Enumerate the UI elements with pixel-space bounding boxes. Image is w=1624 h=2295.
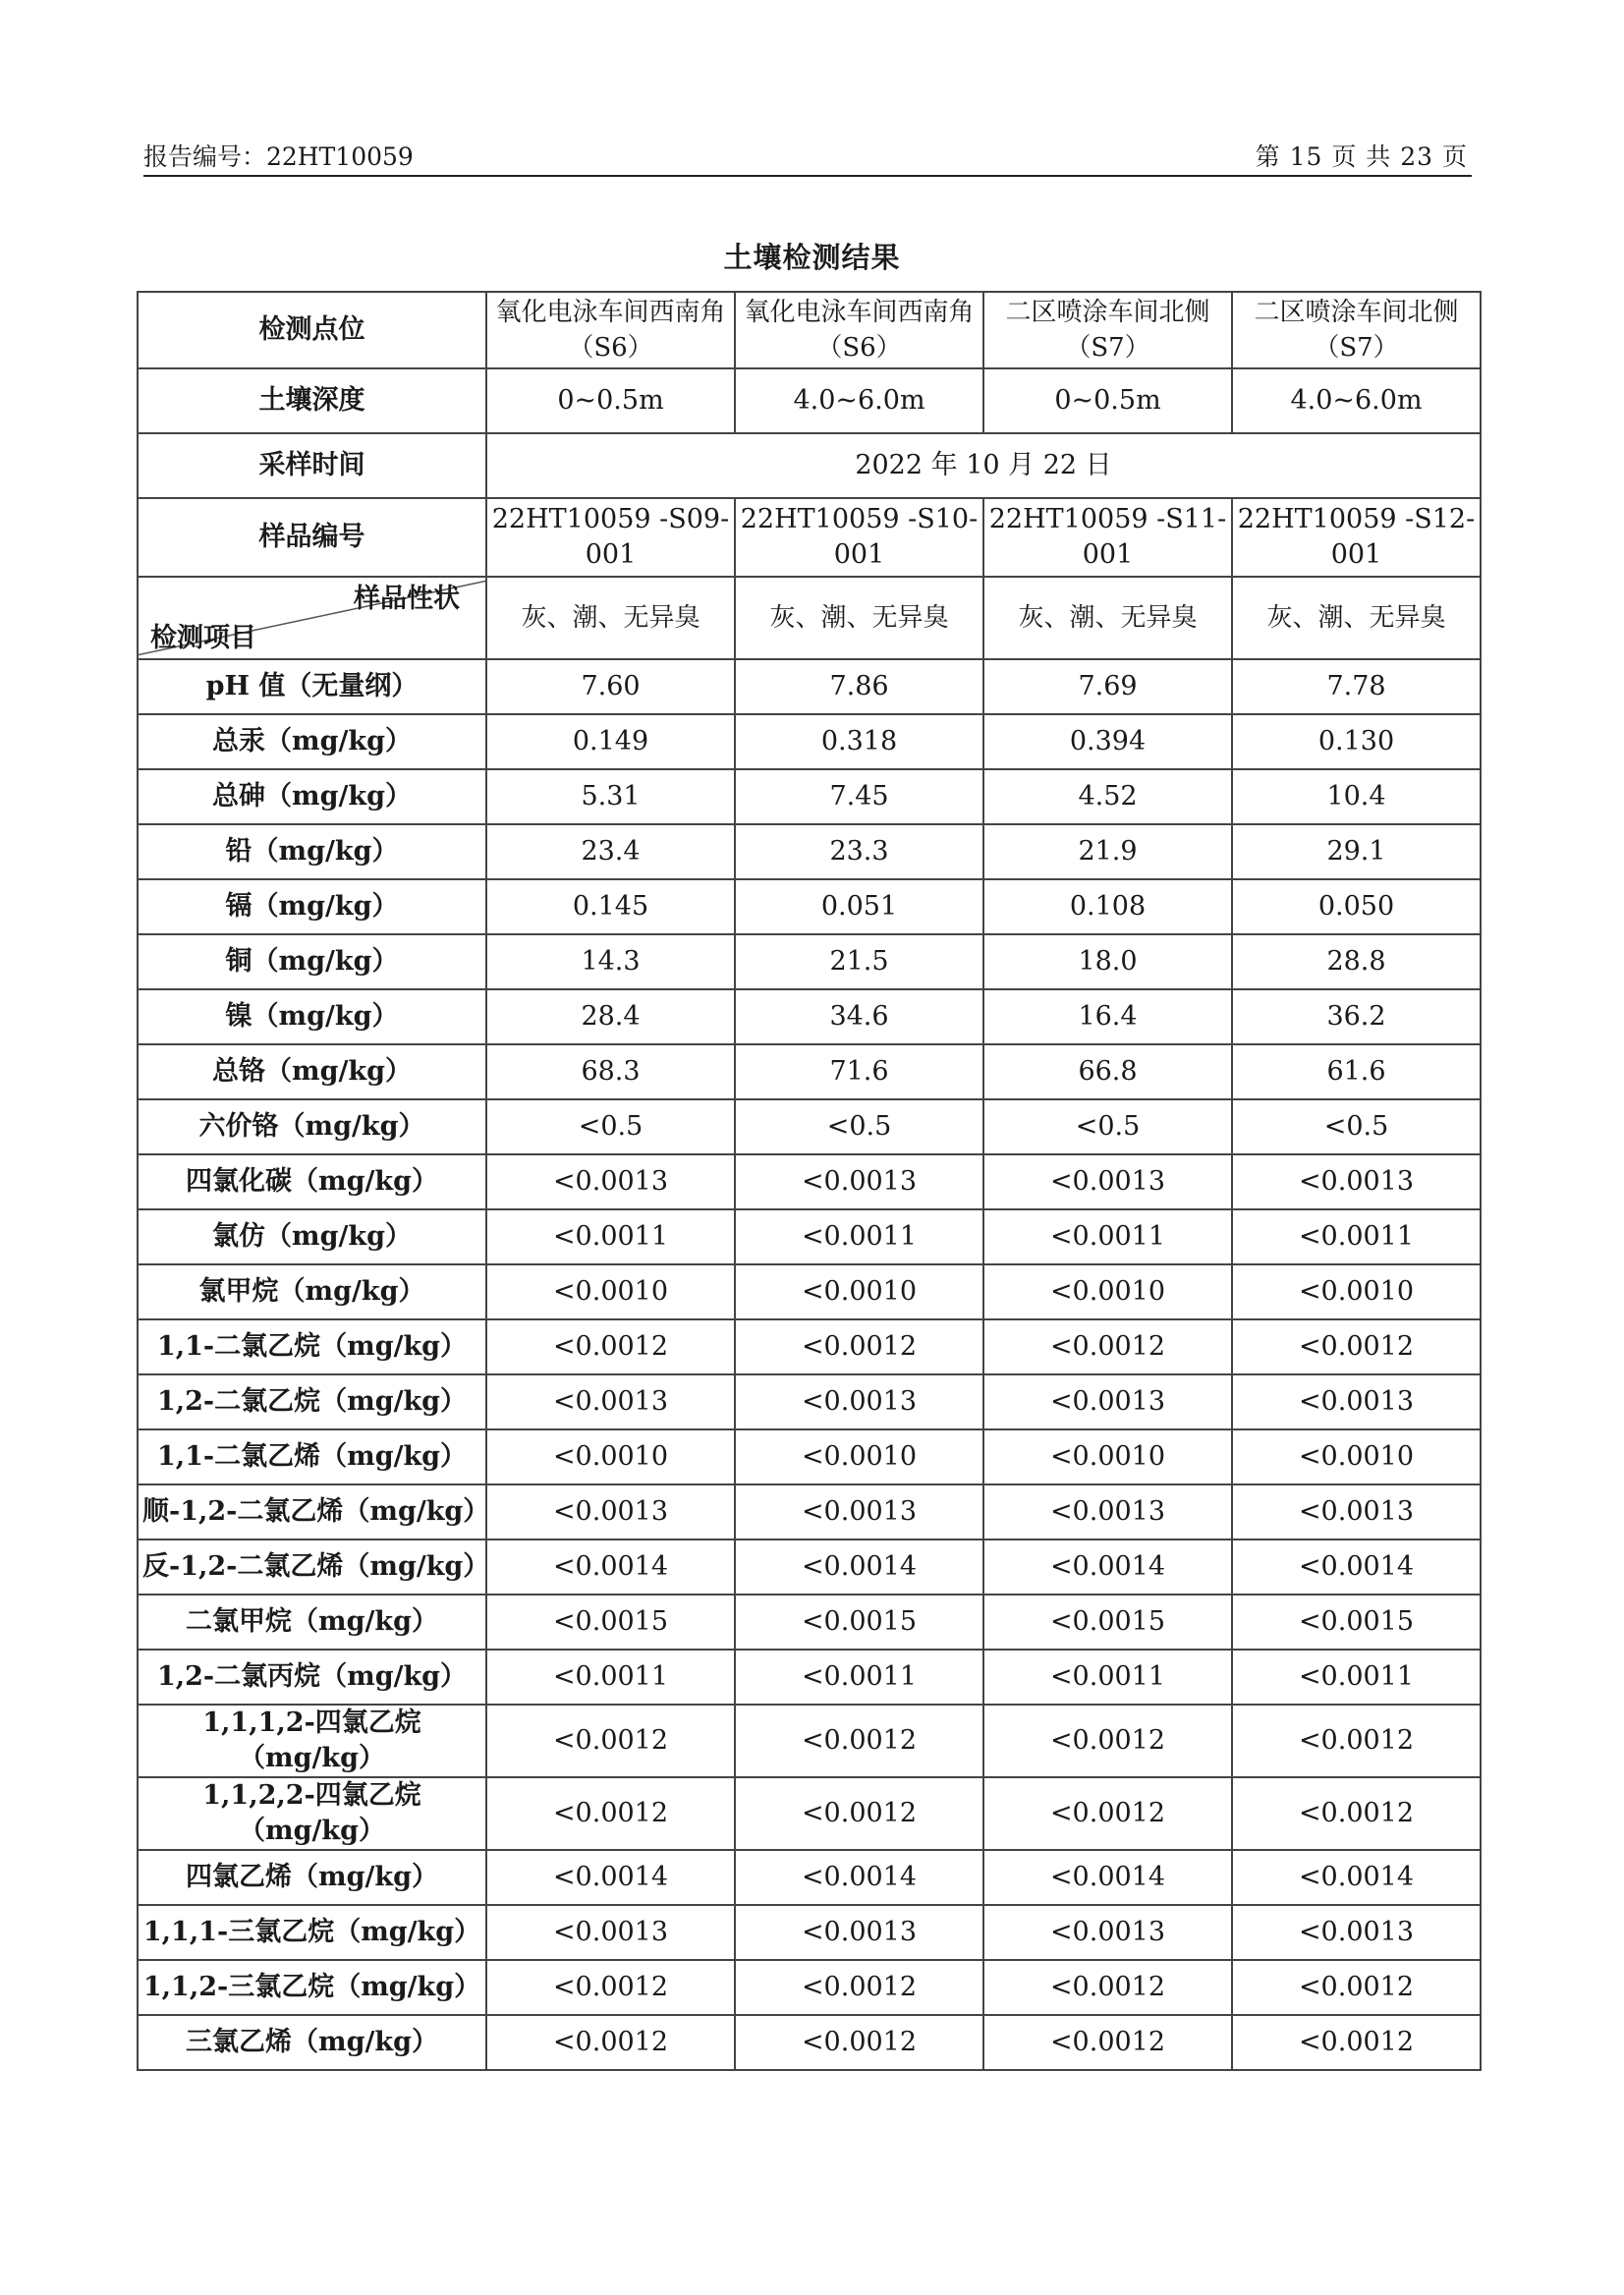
test-item: 1,2-二氯乙烷（mg/kg） (138, 1374, 486, 1429)
result-value: <0.0010 (983, 1264, 1232, 1319)
result-value: <0.0013 (983, 1905, 1232, 1960)
sampling-time-label: 采样时间 (138, 433, 486, 498)
result-row (138, 714, 1481, 769)
depth-label: 土壤深度 (138, 368, 486, 433)
sample-number-cell: 22HT10059 -S11-001 (983, 498, 1232, 577)
result-value: <0.5 (1232, 1099, 1481, 1154)
result-value: <0.0012 (1232, 2015, 1481, 2070)
result-value: <0.0015 (486, 1595, 735, 1650)
result-value: <0.0010 (486, 1264, 735, 1319)
result-value: <0.0012 (735, 2015, 983, 2070)
sample-number-label: 样品编号 (138, 498, 486, 577)
result-value: <0.0012 (486, 1319, 735, 1374)
result-row (138, 1044, 1481, 1099)
result-value: <0.5 (486, 1099, 735, 1154)
result-row (138, 934, 1481, 989)
location-cell: 氧化电泳车间西南角（S6） (735, 292, 983, 368)
test-item: 二氯甲烷（mg/kg） (138, 1595, 486, 1650)
depth-cell: 4.0~6.0m (1232, 368, 1481, 433)
result-value: <0.0013 (1232, 1154, 1481, 1209)
result-value: 29.1 (1232, 824, 1481, 879)
result-value: <0.0010 (735, 1264, 983, 1319)
result-value: <0.0011 (983, 1650, 1232, 1705)
result-value: 68.3 (486, 1044, 735, 1099)
test-item: 总汞（mg/kg） (138, 714, 486, 769)
depth-row (138, 368, 1481, 433)
result-value: 21.9 (983, 824, 1232, 879)
result-row (138, 1595, 1481, 1650)
result-row (138, 989, 1481, 1044)
result-value: <0.0010 (735, 1429, 983, 1484)
result-row (138, 1319, 1481, 1374)
result-row (138, 1154, 1481, 1209)
result-value: <0.0013 (735, 1484, 983, 1539)
result-value: <0.0012 (735, 1319, 983, 1374)
result-value: 0.130 (1232, 714, 1481, 769)
test-item: 顺-1,2-二氯乙烯（mg/kg） (138, 1484, 486, 1539)
diagonal-header-cell (138, 577, 486, 659)
result-value: 7.86 (735, 659, 983, 714)
depth-cell: 4.0~6.0m (735, 368, 983, 433)
item-label: 检测项目 (150, 623, 256, 653)
result-value: <0.0012 (983, 1960, 1232, 2015)
result-value: <0.0014 (983, 1539, 1232, 1595)
result-value: <0.0010 (1232, 1264, 1481, 1319)
result-value: <0.0013 (983, 1374, 1232, 1429)
result-value: <0.0012 (983, 2015, 1232, 2070)
result-value: <0.0011 (735, 1209, 983, 1264)
result-value: <0.0013 (735, 1905, 983, 1960)
result-value: <0.0014 (486, 1850, 735, 1905)
result-value: 7.69 (983, 659, 1232, 714)
test-item: 总砷（mg/kg） (138, 769, 486, 824)
result-value: 5.31 (486, 769, 735, 824)
test-item: 1,1,2-三氯乙烷（mg/kg） (138, 1960, 486, 2015)
property-cell: 灰、潮、无异臭 (486, 577, 735, 659)
document-title: 土壤检测结果 (723, 241, 901, 274)
test-item: 反-1,2-二氯乙烯（mg/kg） (138, 1539, 486, 1595)
result-value: 7.45 (735, 769, 983, 824)
result-value: <0.0013 (1232, 1905, 1481, 1960)
result-value: <0.0011 (1232, 1209, 1481, 1264)
result-value: <0.0015 (735, 1595, 983, 1650)
result-value: <0.0012 (1232, 1960, 1481, 2015)
result-value: <0.0012 (486, 2015, 735, 2070)
result-row (138, 1905, 1481, 1960)
property-row (138, 577, 1481, 659)
result-row (138, 1484, 1481, 1539)
result-value: 0.318 (735, 714, 983, 769)
soil-results-table (137, 291, 1482, 2071)
result-value: 7.78 (1232, 659, 1481, 714)
result-value: <0.0013 (1232, 1484, 1481, 1539)
result-value: 0.394 (983, 714, 1232, 769)
result-row (138, 1850, 1481, 1905)
result-value: <0.0012 (1232, 1777, 1481, 1850)
result-value: <0.0012 (983, 1777, 1232, 1850)
test-item: 1,1,1,2-四氯乙烷（mg/kg） (138, 1705, 486, 1777)
result-value: 4.52 (983, 769, 1232, 824)
result-value: 0.108 (983, 879, 1232, 934)
test-item: 1,1-二氯乙烯（mg/kg） (138, 1429, 486, 1484)
test-item: 镍（mg/kg） (138, 989, 486, 1044)
test-item: 三氯乙烯（mg/kg） (138, 2015, 486, 2070)
result-value: <0.0013 (983, 1484, 1232, 1539)
test-item: 镉（mg/kg） (138, 879, 486, 934)
result-value: <0.0010 (486, 1429, 735, 1484)
result-value: <0.0013 (735, 1154, 983, 1209)
property-label: 样品性状 (354, 584, 460, 614)
result-value: <0.0012 (1232, 1705, 1481, 1777)
result-value: <0.0013 (1232, 1374, 1481, 1429)
result-row (138, 1539, 1481, 1595)
result-value: 16.4 (983, 989, 1232, 1044)
property-cell: 灰、潮、无异臭 (735, 577, 983, 659)
result-value: 61.6 (1232, 1044, 1481, 1099)
result-row (138, 1650, 1481, 1705)
result-row (138, 1099, 1481, 1154)
result-value: <0.0013 (486, 1905, 735, 1960)
test-item: pH 值（无量纲） (138, 659, 486, 714)
result-value: <0.0011 (735, 1650, 983, 1705)
test-item: 氯甲烷（mg/kg） (138, 1264, 486, 1319)
result-value: 0.051 (735, 879, 983, 934)
result-value: 7.60 (486, 659, 735, 714)
result-row (138, 1777, 1481, 1850)
report-number: 报告编号：22HT10059 (143, 142, 414, 171)
sample-number-row (138, 498, 1481, 577)
result-value: <0.0014 (1232, 1850, 1481, 1905)
test-item: 1,1-二氯乙烷（mg/kg） (138, 1319, 486, 1374)
property-cell: 灰、潮、无异臭 (1232, 577, 1481, 659)
location-cell: 氧化电泳车间西南角（S6） (486, 292, 735, 368)
sampling-time-row (138, 433, 1481, 498)
result-value: <0.0014 (1232, 1539, 1481, 1595)
result-value: <0.0013 (735, 1374, 983, 1429)
depth-cell: 0~0.5m (486, 368, 735, 433)
location-cell: 二区喷涂车间北侧（S7） (1232, 292, 1481, 368)
test-item: 总铬（mg/kg） (138, 1044, 486, 1099)
result-value: <0.0015 (1232, 1595, 1481, 1650)
result-value: <0.0012 (486, 1705, 735, 1777)
test-item: 铅（mg/kg） (138, 824, 486, 879)
location-label: 检测点位 (138, 292, 486, 368)
property-cell: 灰、潮、无异臭 (983, 577, 1232, 659)
result-value: <0.0012 (983, 1705, 1232, 1777)
result-row (138, 1209, 1481, 1264)
result-value: <0.0011 (486, 1650, 735, 1705)
result-row (138, 2015, 1481, 2070)
result-value: <0.0014 (735, 1850, 983, 1905)
result-value: 18.0 (983, 934, 1232, 989)
depth-cell: 0~0.5m (983, 368, 1232, 433)
result-value: <0.0013 (983, 1154, 1232, 1209)
result-value: <0.0013 (486, 1374, 735, 1429)
result-row (138, 1705, 1481, 1777)
test-item: 铜（mg/kg） (138, 934, 486, 989)
result-value: <0.0011 (486, 1209, 735, 1264)
result-value: 34.6 (735, 989, 983, 1044)
result-value: <0.0014 (983, 1850, 1232, 1905)
result-value: <0.0014 (486, 1539, 735, 1595)
test-item: 氯仿（mg/kg） (138, 1209, 486, 1264)
result-value: <0.0012 (1232, 1319, 1481, 1374)
test-item: 六价铬（mg/kg） (138, 1099, 486, 1154)
result-value: <0.0012 (486, 1777, 735, 1850)
result-value: 28.8 (1232, 934, 1481, 989)
result-value: <0.5 (735, 1099, 983, 1154)
result-row (138, 1374, 1481, 1429)
test-item: 四氯化碳（mg/kg） (138, 1154, 486, 1209)
result-row (138, 1429, 1481, 1484)
result-value: <0.0010 (983, 1429, 1232, 1484)
result-value: <0.5 (983, 1099, 1232, 1154)
result-row (138, 769, 1481, 824)
result-value: <0.0012 (983, 1319, 1232, 1374)
sample-number-cell: 22HT10059 -S10-001 (735, 498, 983, 577)
test-item: 1,2-二氯丙烷（mg/kg） (138, 1650, 486, 1705)
result-value: <0.0012 (735, 1777, 983, 1850)
result-row (138, 824, 1481, 879)
sample-number-cell: 22HT10059 -S12-001 (1232, 498, 1481, 577)
result-row (138, 1264, 1481, 1319)
page-header (143, 136, 1472, 177)
result-value: 66.8 (983, 1044, 1232, 1099)
result-value: <0.0010 (1232, 1429, 1481, 1484)
result-value: 0.050 (1232, 879, 1481, 934)
result-value: <0.0015 (983, 1595, 1232, 1650)
result-row (138, 659, 1481, 714)
location-cell: 二区喷涂车间北侧（S7） (983, 292, 1232, 368)
result-value: <0.0014 (735, 1539, 983, 1595)
test-item: 1,1,2,2-四氯乙烷（mg/kg） (138, 1777, 486, 1850)
result-value: <0.0013 (486, 1484, 735, 1539)
result-value: 36.2 (1232, 989, 1481, 1044)
result-row (138, 1960, 1481, 2015)
result-value: 71.6 (735, 1044, 983, 1099)
result-value: 21.5 (735, 934, 983, 989)
test-item: 四氯乙烯（mg/kg） (138, 1850, 486, 1905)
result-value: <0.0012 (735, 1705, 983, 1777)
test-item: 1,1,1-三氯乙烷（mg/kg） (138, 1905, 486, 1960)
result-row (138, 879, 1481, 934)
location-row (138, 292, 1481, 368)
result-value: 10.4 (1232, 769, 1481, 824)
result-value: <0.0011 (983, 1209, 1232, 1264)
sample-number-cell: 22HT10059 -S09-001 (486, 498, 735, 577)
result-value: 23.3 (735, 824, 983, 879)
result-value: 14.3 (486, 934, 735, 989)
result-value: <0.0011 (1232, 1650, 1481, 1705)
result-value: 0.149 (486, 714, 735, 769)
result-value: 0.145 (486, 879, 735, 934)
result-value: <0.0012 (486, 1960, 735, 2015)
result-value: 28.4 (486, 989, 735, 1044)
result-value: <0.0012 (735, 1960, 983, 2015)
result-value: <0.0013 (486, 1154, 735, 1209)
page-number: 第 15 页 共 23 页 (1255, 142, 1468, 171)
result-value: 23.4 (486, 824, 735, 879)
sampling-date: 2022 年 10 月 22 日 (486, 433, 1481, 498)
